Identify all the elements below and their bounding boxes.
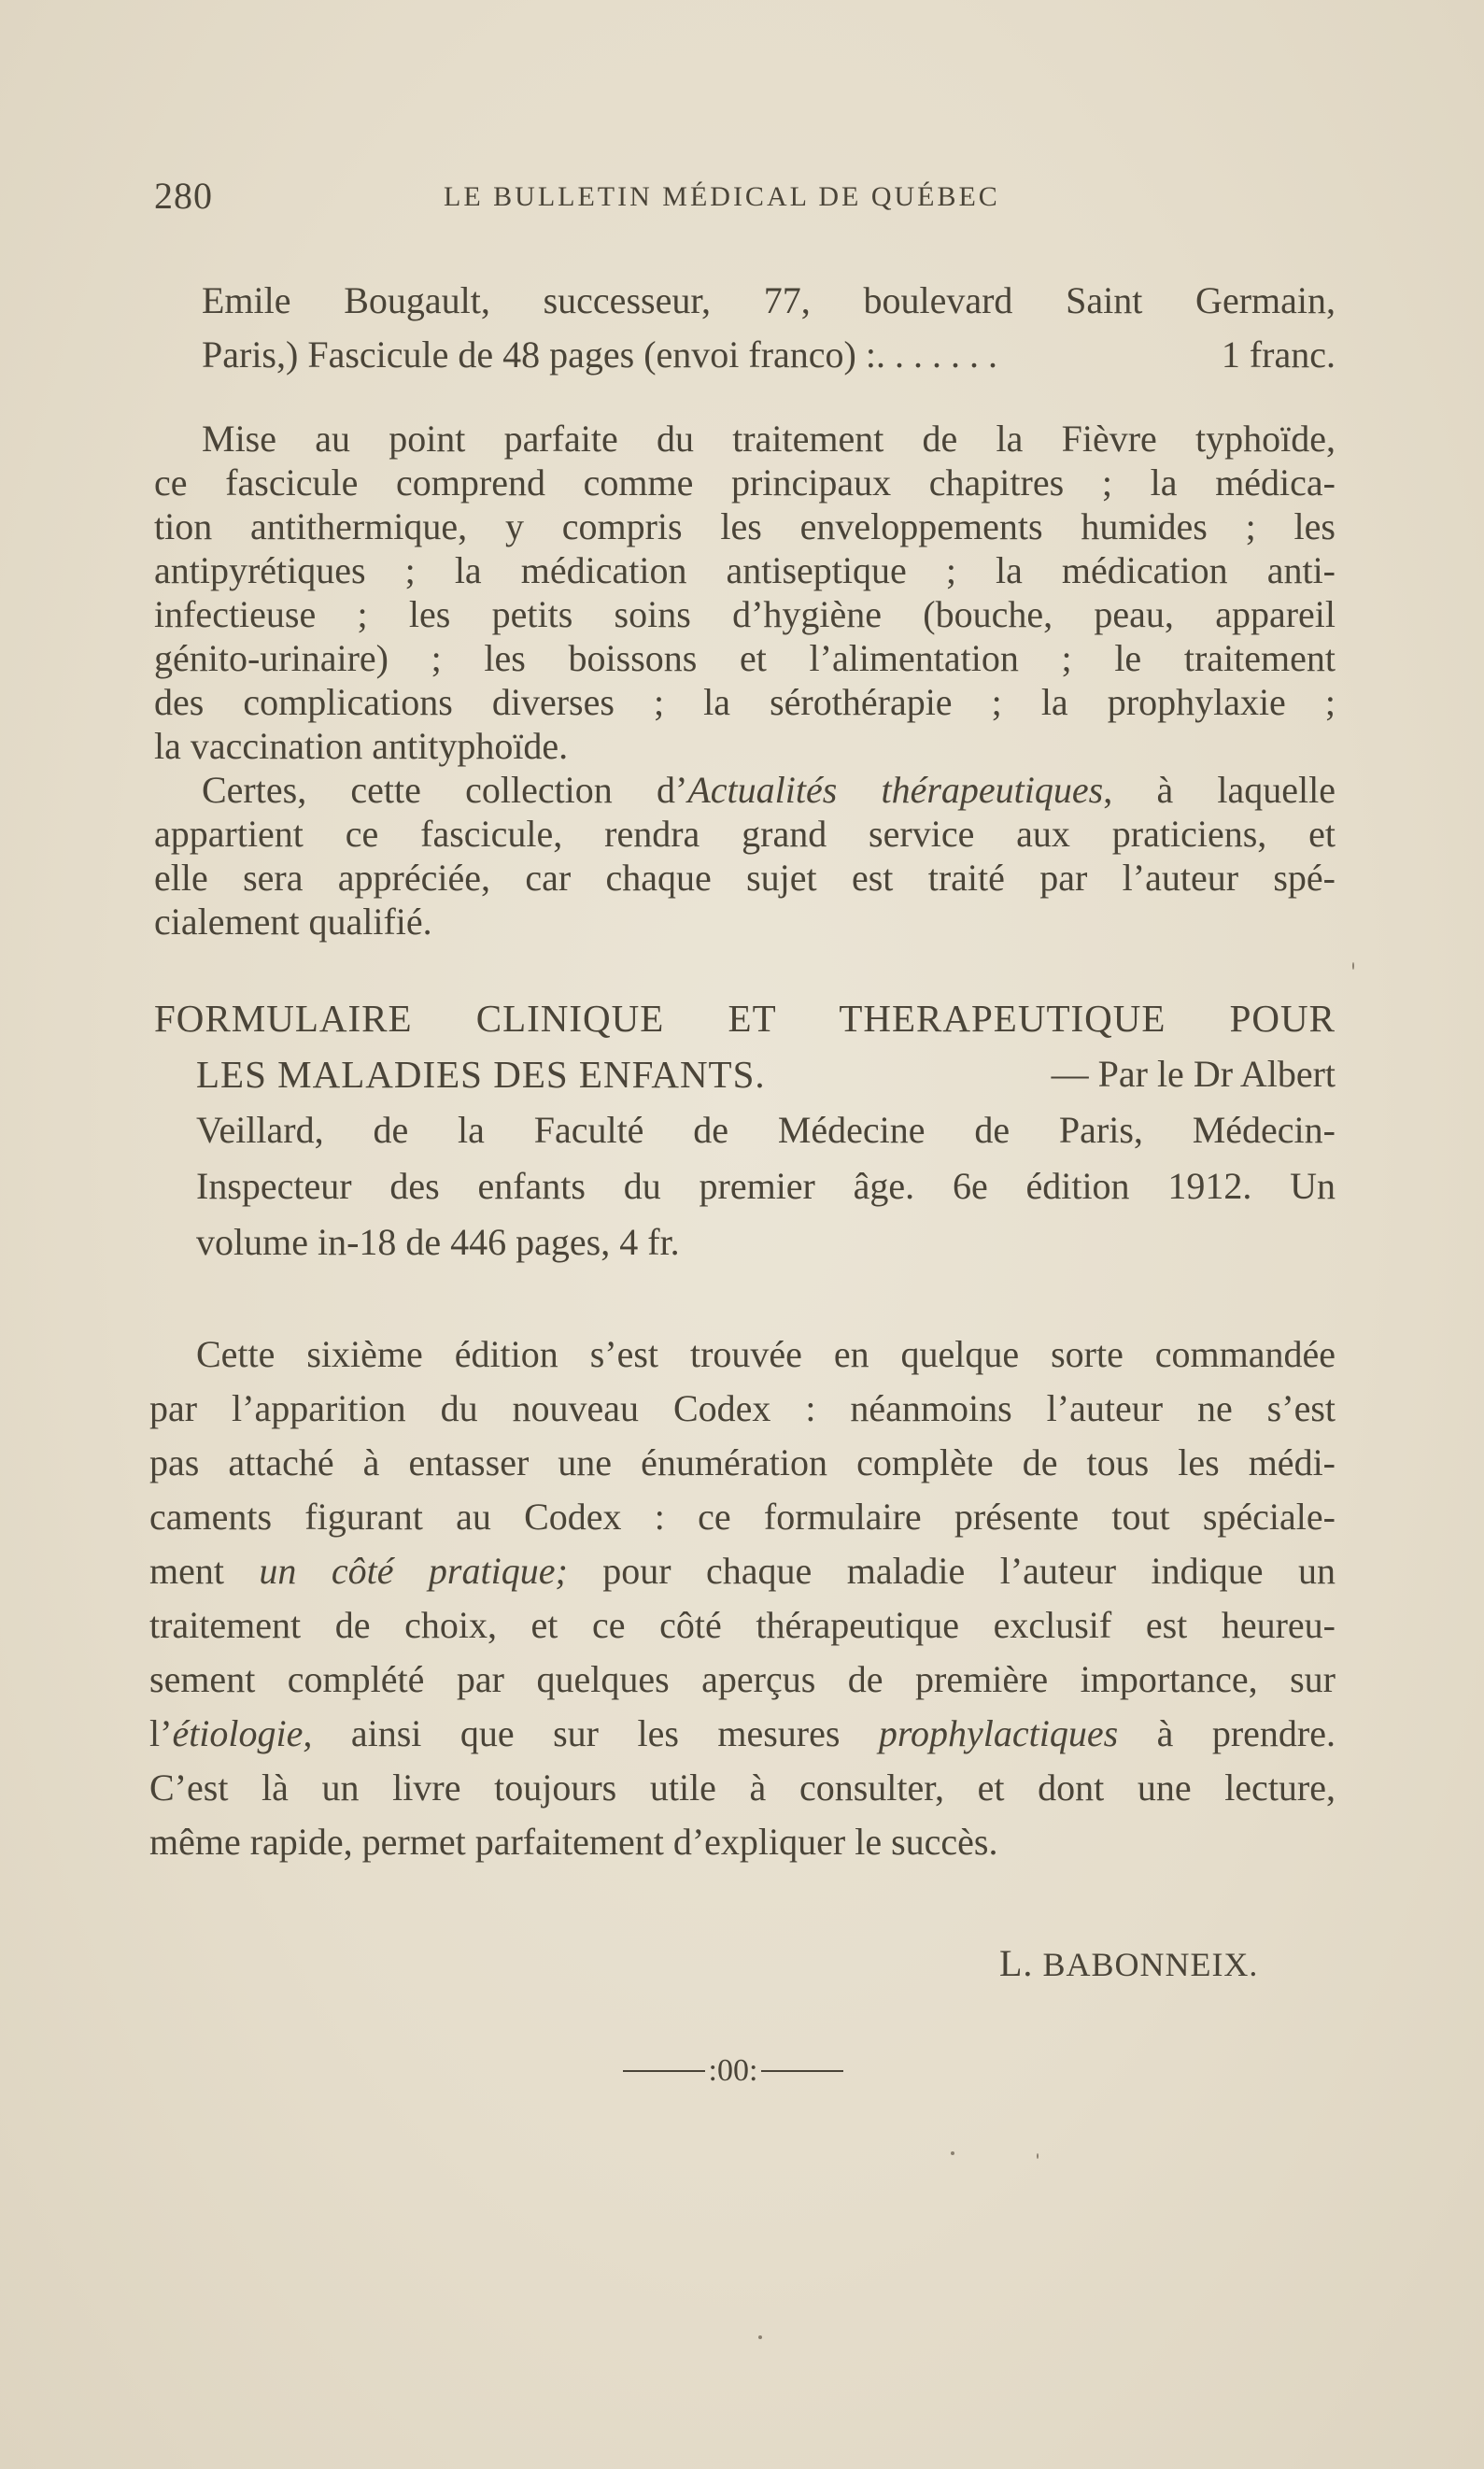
entry2-title-continued: LES MALADIES DES ENFANTS. <box>196 1053 766 1096</box>
section-separator <box>607 2051 859 2089</box>
review2-line-8-text-b: ainsi que sur les mesures <box>312 1712 879 1754</box>
review1-p2-line-2: appartient ce fascicule, rendra grand service aux praticiens, et <box>154 813 1336 855</box>
page-header <box>154 174 1336 220</box>
review2-line-8-text-c: à prendre. <box>1118 1712 1336 1754</box>
review1-line-8: la vaccination antityphoïde. <box>154 725 569 767</box>
entry1-line-1: Emile Bougault, successeur, 77, boulevard Saint Germain, <box>202 279 1336 321</box>
review2-line-5-text-a: ment <box>149 1550 260 1592</box>
review1-p2-line-1 <box>202 768 1336 813</box>
entry2-line-5: volume in-18 de 446 pages, 4 fr. <box>196 1221 680 1263</box>
review2-line-8-italic-2: prophylactiques <box>878 1712 1119 1754</box>
review1-p2-line-4: cialement qualifié. <box>154 901 432 943</box>
entry1-line-2 <box>202 333 1336 377</box>
review1-line-3: tion antithermique, y compris les enveloppements humides ; les <box>154 505 1336 547</box>
separator-mark: :00: <box>708 2053 758 2089</box>
review2-line-5 <box>149 1549 1336 1594</box>
signature-initial: L. <box>999 1942 1034 1984</box>
entry2-line-3: Veillard, de la Faculté de Médecine de Paris, Médecin- <box>196 1109 1336 1151</box>
review1-p2-text-b: , à laquelle <box>1103 769 1336 811</box>
paper-speck <box>1037 2153 1039 2159</box>
review1-line-4: antipyrétiques ; la médication antiseptique ; la médication anti- <box>154 549 1336 591</box>
separator-rule-left <box>623 2070 705 2072</box>
review1-line-2: ce fascicule comprend comme principaux chapitres ; la médica- <box>154 461 1336 504</box>
entry1-price: 1 franc. <box>1221 333 1336 376</box>
entry2-author-intro: — Par le Dr Albert <box>1051 1053 1336 1095</box>
separator-rule-right <box>761 2070 843 2072</box>
review1-line-7: des complications diverses ; la sérothérapie ; la prophylaxie ; <box>154 681 1336 723</box>
review2-line-9: C’est là un livre toujours utile à consulter, et dont une lecture, <box>149 1767 1336 1809</box>
entry2-line-4: Inspecteur des enfants du premier âge. 6e édition 1912. Un <box>196 1165 1336 1207</box>
review2-line-1: Cette sixième édition s’est trouvée en quelque sorte commandée <box>196 1333 1336 1375</box>
review2-line-4: caments figurant au Codex : ce formulaire présente tout spéciale- <box>149 1496 1336 1538</box>
review1-p2-text-a: Certes, cette collection d’ <box>202 769 688 811</box>
paper-speck <box>1352 962 1354 970</box>
entry2-title-line-2 <box>196 1052 1336 1098</box>
review2-line-8 <box>149 1711 1336 1756</box>
review2-line-6: traitement de choix, et ce côté thérapeutique exclusif est heureu- <box>149 1604 1336 1646</box>
page-number: 280 <box>154 175 213 217</box>
review1-p2-italic: Actualités thérapeutiques <box>687 769 1104 811</box>
review1-p2-line-3: elle sera appréciée, car chaque sujet est traité par l’auteur spé- <box>154 857 1336 899</box>
entry1-line-2-text: Paris,) Fascicule de 48 pages (envoi franco) :. . . . . . . <box>202 333 997 376</box>
review2-line-5-italic: un côté pratique; <box>259 1550 568 1592</box>
review2-line-5-text-b: pour chaque maladie l’auteur indique un <box>567 1550 1336 1592</box>
review1-line-1: Mise au point parfaite du traitement de la Fièvre typhoïde, <box>202 418 1336 460</box>
review2-line-3: pas attaché à entasser une énumération complète de tous les médi- <box>149 1441 1336 1483</box>
review2-line-10: même rapide, permet parfaitement d’expliquer le succès. <box>149 1821 998 1863</box>
review2-line-8-italic-1: étiologie, <box>172 1712 313 1754</box>
signature-name: BABONNEIX. <box>1042 1946 1259 1983</box>
review2-line-2: par l’apparition du nouveau Codex : néanmoins l’auteur ne s’est <box>149 1387 1336 1429</box>
running-title: LE BULLETIN MÉDICAL DE QUÉBEC <box>444 181 1000 212</box>
review2-line-7: sement complété par quelques aperçus de première importance, sur <box>149 1658 1336 1700</box>
entry2-title-line-1: FORMULAIRE CLINIQUE ET THERAPEUTIQUE POUR <box>154 997 1336 1040</box>
paper-speck <box>758 2335 762 2339</box>
review2-line-8-text-a: l’ <box>149 1712 173 1754</box>
paper-speck <box>951 2151 954 2155</box>
review1-line-6: génito-urinaire) ; les boissons et l’alimentation ; le traitement <box>154 637 1336 679</box>
review1-line-5: infectieuse ; les petits soins d’hygiène (bouche, peau, appareil <box>154 593 1336 635</box>
signature <box>999 1941 1258 1987</box>
